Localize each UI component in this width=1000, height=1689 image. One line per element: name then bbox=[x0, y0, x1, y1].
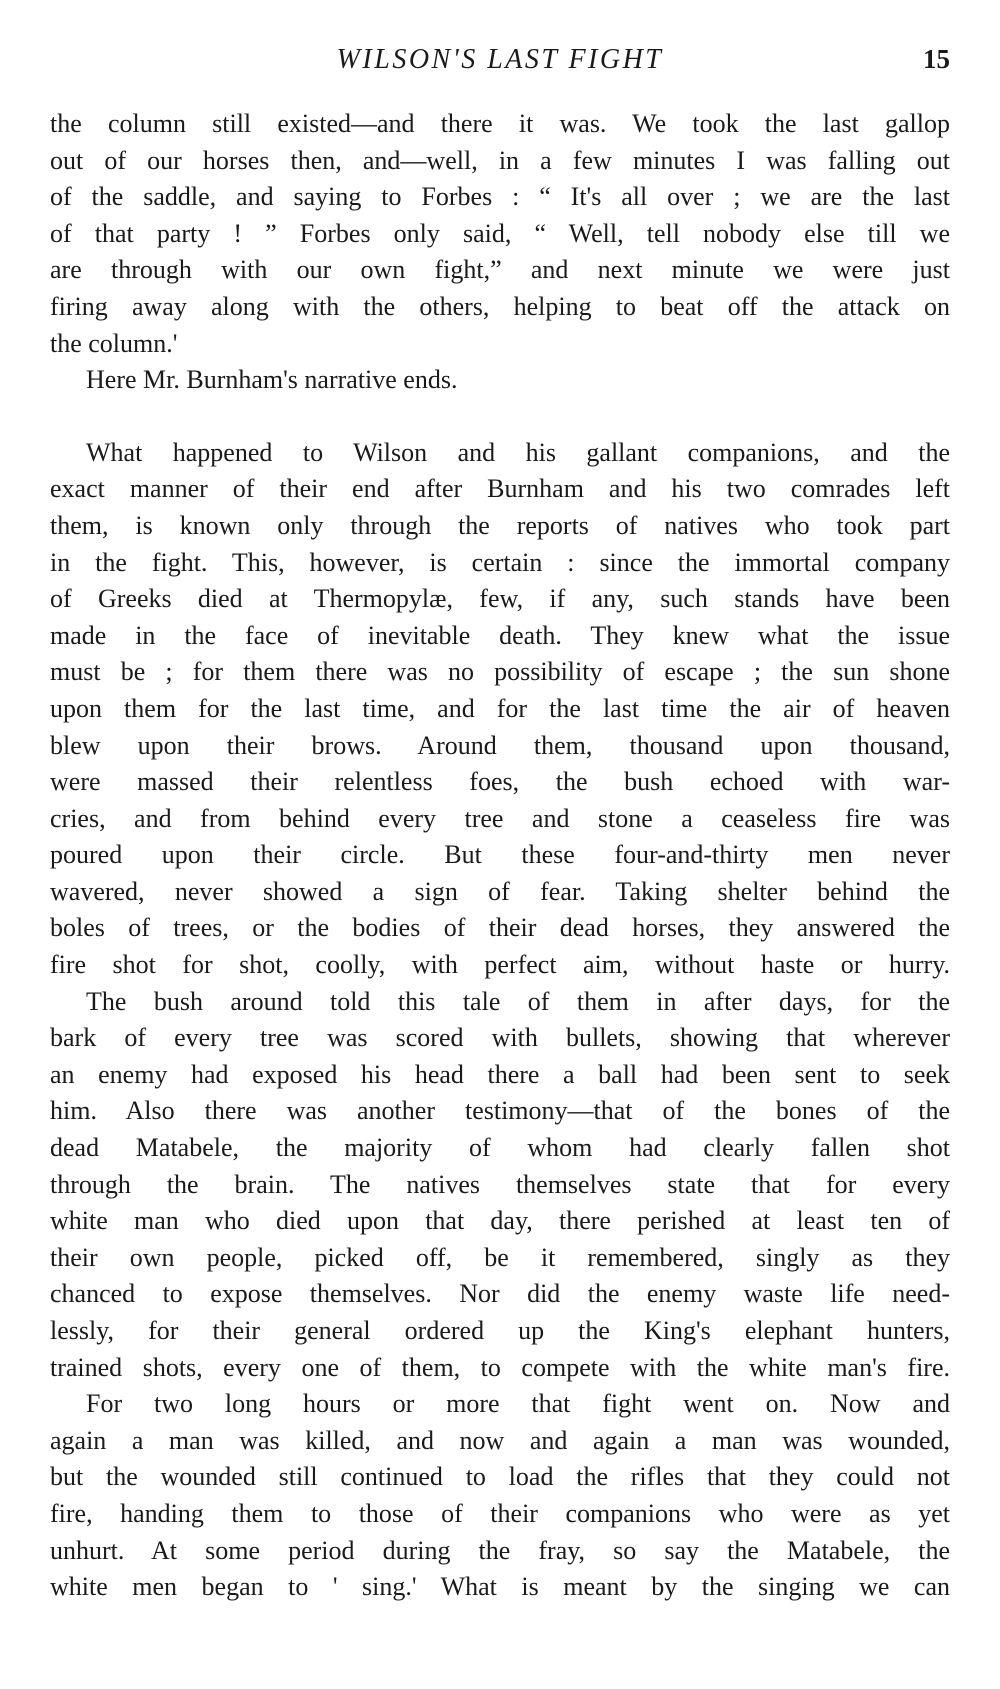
page-header bbox=[50, 44, 950, 84]
text-line: out of our horses then, and—well, in a few minutes I was falling out bbox=[50, 145, 950, 175]
paragraph-what-happened bbox=[50, 435, 950, 984]
paragraph-continuation bbox=[50, 106, 950, 362]
paragraph-bush-tale bbox=[50, 984, 950, 1387]
text-line: fire, handing them to those of their companions who were as yet bbox=[50, 1498, 950, 1528]
text-line: made in the face of inevitable death. They knew what the issue bbox=[50, 620, 950, 650]
text-line: an enemy had exposed his head there a ball had been sent to seek bbox=[50, 1059, 950, 1089]
text-line: lessly, for their general ordered up the King's elephant hunters, bbox=[50, 1316, 950, 1345]
text-line: boles of trees, or the bodies of their dead horses, they answered the bbox=[50, 913, 950, 943]
text-line: but the wounded still continued to load the rifles that they could not bbox=[50, 1462, 950, 1492]
text-line: again a man was killed, and now and again a man was wounded, bbox=[50, 1425, 950, 1455]
body-text bbox=[50, 106, 950, 1606]
text-line: fire shot for shot, coolly, with perfect aim, without haste or hurry. bbox=[50, 950, 950, 980]
text-line: dead Matabele, the majority of whom had clearly fallen shot bbox=[50, 1133, 950, 1163]
text-line: their own people, picked off, be it remembered, singly as they bbox=[50, 1242, 950, 1272]
text-line: unhurt. At some period during the fray, so say the Matabele, the bbox=[50, 1535, 950, 1565]
text-line: were massed their relentless foes, the bush echoed with war- bbox=[50, 767, 950, 797]
text-line: For two long hours or more that fight went on. Now and bbox=[86, 1389, 950, 1419]
text-line: chanced to expose themselves. Nor did the enemy waste life need- bbox=[50, 1279, 950, 1309]
text-line: blew upon their brows. Around them, thousand upon thousand, bbox=[50, 730, 950, 760]
text-line: firing away along with the others, helping to beat off the attack on bbox=[50, 291, 950, 321]
text-line: cries, and from behind every tree and stone a ceaseless fire was bbox=[50, 803, 950, 833]
text-line: in the fight. This, however, is certain : since the immortal company bbox=[50, 547, 950, 577]
text-line: the column.' bbox=[50, 328, 178, 358]
text-line: them, is known only through the reports of natives who took part bbox=[50, 510, 950, 540]
text-line: Here Mr. Burnham's narrative ends. bbox=[86, 365, 458, 395]
text-line: of Greeks died at Thermopylæ, few, if any, such stands have been bbox=[50, 584, 950, 614]
text-line: bark of every tree was scored with bullets, showing that wherever bbox=[50, 1023, 950, 1053]
text-line: are through with our own fight,” and next minute we were just bbox=[50, 255, 950, 285]
text-line: What happened to Wilson and his gallant companions, and the bbox=[86, 437, 950, 467]
text-line: him. Also there was another testimony—that of the bones of the bbox=[50, 1096, 950, 1126]
text-line: of the saddle, and saying to Forbes : “ It's all over ; we are the last bbox=[50, 182, 950, 212]
text-line: upon them for the last time, and for the last time the air of heaven bbox=[50, 693, 950, 723]
running-title: WILSON'S LAST FIGHT bbox=[336, 44, 664, 75]
text-line: The bush around told this tale of them in after days, for the bbox=[86, 986, 950, 1016]
paragraph-two-hours bbox=[50, 1386, 950, 1606]
text-line: trained shots, every one of them, to compete with the white man's fire. bbox=[50, 1352, 950, 1382]
text-line: white man who died upon that day, there perished at least ten of bbox=[50, 1206, 950, 1236]
text-line: poured upon their circle. But these four-and-thirty men never bbox=[50, 840, 950, 870]
text-line: white men began to ' sing.' What is meant by the singing we can bbox=[50, 1572, 950, 1602]
text-line: wavered, never showed a sign of fear. Taking shelter behind the bbox=[50, 876, 950, 906]
text-line: exact manner of their end after Burnham and his two comrades left bbox=[50, 474, 950, 504]
page-number: 15 bbox=[923, 44, 950, 74]
paragraph-narrative-end bbox=[50, 362, 950, 399]
text-line: must be ; for them there was no possibility of escape ; the sun shone bbox=[50, 657, 950, 687]
text-line: the column still existed—and there it was. We took the last gallop bbox=[50, 109, 950, 138]
text-line: through the brain. The natives themselves state that for every bbox=[50, 1169, 950, 1199]
text-line: of that party ! ” Forbes only said, “ Well, tell nobody else till we bbox=[50, 218, 950, 248]
